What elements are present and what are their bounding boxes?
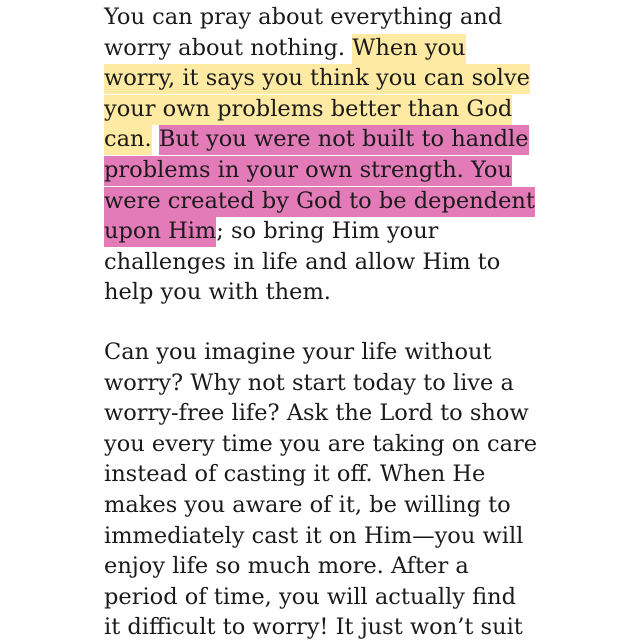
text-line (104, 612, 537, 640)
text-run: You can pray about everything and (104, 4, 503, 30)
highlight-pink: problems in your own strength. You (104, 156, 512, 186)
text-run: challenges in life and allow Him to (104, 248, 501, 275)
text-line (104, 216, 535, 247)
text-run: help you with them. (104, 279, 331, 306)
text-line (104, 368, 537, 399)
highlight-yellow: your own problems better than God (104, 95, 512, 125)
text-line (104, 337, 537, 368)
highlight-pink: But you were not built to handle (159, 125, 529, 155)
text-run: you every time you are taking on care (104, 430, 538, 457)
text-run (152, 126, 159, 152)
highlight-yellow: can. (104, 125, 152, 155)
text-line (104, 155, 535, 186)
text-run: period of time, you will actually find (104, 583, 517, 610)
text-line (104, 277, 535, 308)
text-line (104, 490, 537, 521)
highlight-pink: upon Him (104, 217, 216, 247)
text-run: worry? Why not start today to live a (104, 369, 514, 396)
text-line (104, 247, 535, 278)
text-run: enjoy life so much more. After a (104, 553, 469, 580)
text-line (104, 582, 537, 613)
text-line (104, 33, 535, 64)
text-line (104, 398, 537, 429)
text-line (104, 459, 537, 490)
text-run: Can you imagine your life without (104, 339, 492, 365)
text-line (104, 63, 535, 94)
text-run: makes you aware of it, be willing to (104, 491, 511, 518)
text-run: worry-free life? Ask the Lord to show (104, 400, 529, 427)
text-line (104, 186, 535, 217)
text-line (104, 551, 537, 582)
text-run: instead of casting it off. When He (104, 461, 486, 488)
text-run: ; so bring Him your (216, 218, 439, 245)
highlight-pink: were created by God to be dependent (104, 187, 535, 217)
text-line (104, 2, 535, 33)
text-run: it difficult to worry! It just won’t suit (104, 614, 523, 640)
paragraph-2 (104, 337, 537, 640)
text-line (104, 521, 537, 552)
text-line (104, 94, 535, 125)
text-line (104, 429, 537, 460)
highlight-yellow: When you (352, 34, 465, 64)
text-line (104, 124, 535, 155)
paragraph-1 (104, 2, 535, 308)
text-run: worry about nothing. (104, 34, 353, 61)
text-run: immediately cast it on Him—you will (104, 522, 524, 549)
highlight-yellow: worry, it says you think you can solve (104, 64, 530, 94)
